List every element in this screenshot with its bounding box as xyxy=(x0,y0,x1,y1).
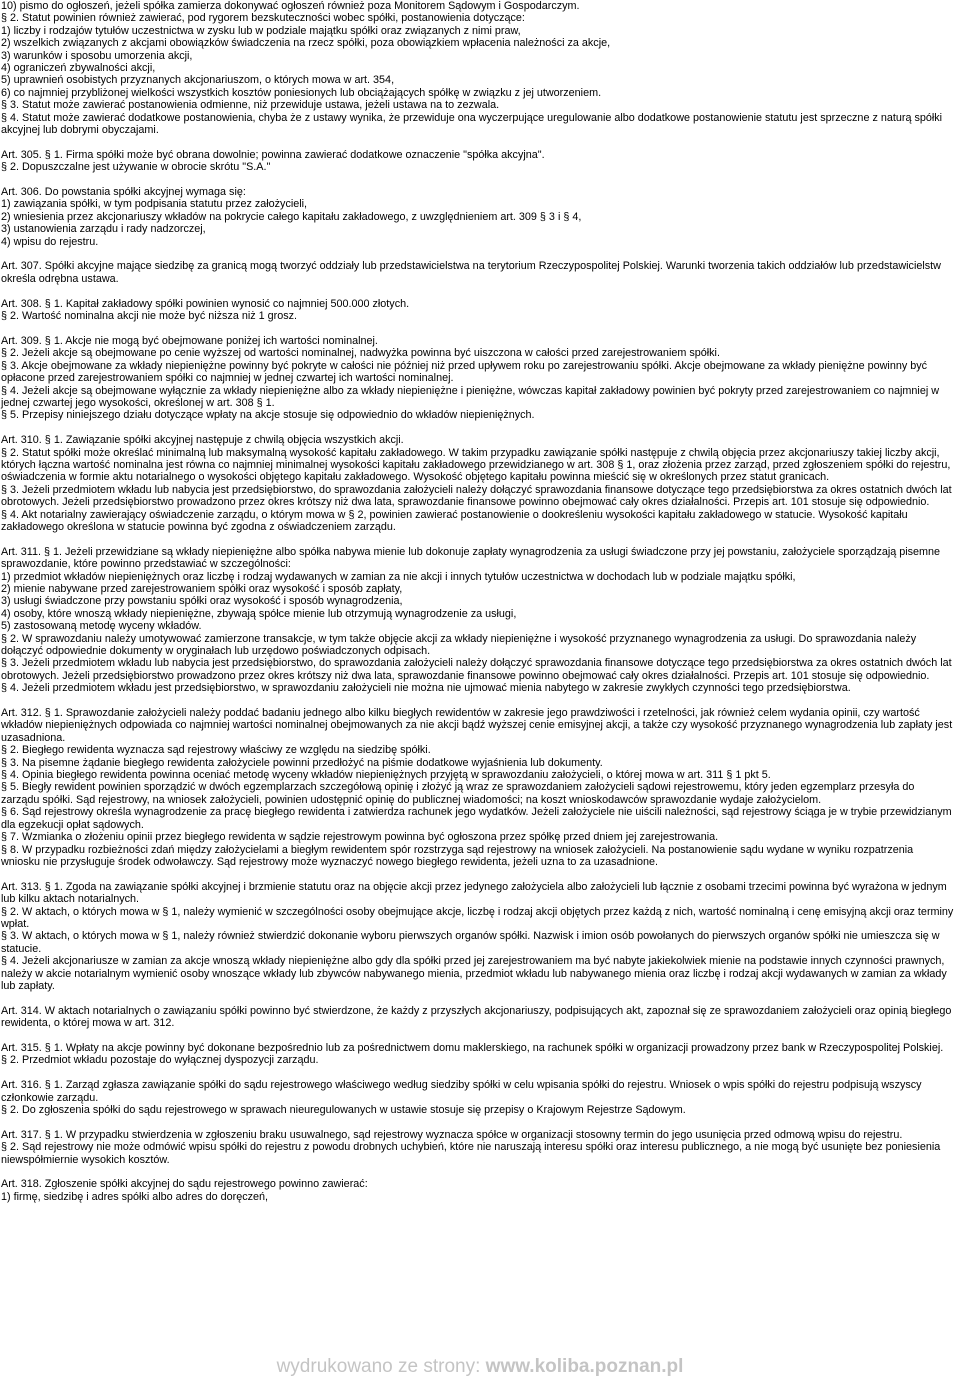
footer-site: www.koliba.poznan.pl xyxy=(485,1356,684,1377)
paragraph-gap xyxy=(1,1116,955,1128)
paragraph: § 3. Jeżeli przedmiotem wkładu lub nabycia jest przedsiębiorstwo, do sprawozdania założycieli należy dołączyć sprawozdania finansowe dotyczące tego przedsiębiorstwa za okres ostatnich dwóch lat obrotowych. Jeżeli przedsiębiorstwo prowadzono przez okres krótszy niż dwa lata, sprawozdanie finansowe powinno obejmować cały okres działalności. Przepis art. 101 stosuje się odpowiednio. xyxy=(1,657,952,682)
paragraph: 1) przedmiot wkładów niepieniężnych oraz liczbę i rodzaj wydawanych w zamian za nie akcji i innych tytułów uczestnictwa w dochodach lub w podziale majątku spółki, xyxy=(1,570,796,583)
paragraph-gap xyxy=(1,695,955,707)
paragraph-gap xyxy=(1,533,955,545)
paragraph: Art. 310. § 1. Zawiązanie spółki akcyjnej następuje z chwilą objęcia wszystkich akcji. xyxy=(1,434,404,447)
paragraph: § 2. Dopuszczalne jest używanie w obrocie skrótu "S.A." xyxy=(1,161,271,174)
paragraph: 1) zawiązania spółki, w tym podpisania statutu przez założycieli, xyxy=(1,198,308,211)
paragraph: § 4. Jeżeli przedmiotem wkładu jest przedsiębiorstwo, w sprawozdaniu założycieli nie można nie ujmować mienia nabytego w zakresie zwykłych czynności tego przedsiębiorstwa. xyxy=(1,682,851,695)
paragraph-gap xyxy=(1,1030,955,1042)
paragraph: § 2. Statut spółki może określać minimalną lub maksymalną wysokość kapitału zakładowego. W takim przypadku zawiązanie spółki następuje z chwilą objęcia przez akcjonariuszy takiej liczby akcji, których łączna wartość nominalna jest równa co najmniej minimalnej wysokości kapitału zakładowego przewidzianego w art. 308 § 1, oraz złożenia przez zarząd, przed zgłoszeniem spółki do rejestru, oświadczenia w formie aktu notarialnego o wysokości objętego kapitału zakładowego. Wysokość objętego kapitału powinna mieścić się w określonych przez statut granicach. xyxy=(1,446,951,484)
paragraph: 3) usługi świadczone przy powstaniu spółki oraz wysokość i sposób wynagrodzenia, xyxy=(1,595,403,608)
paragraph: Art. 308. § 1. Kapitał zakładowy spółki powinien wynosić co najmniej 500.000 złotych. xyxy=(1,297,410,310)
paragraph-gap xyxy=(1,868,955,880)
paragraph: § 5. Przepisy niniejszego działu dotyczące wpłaty na akcje stosuje się odpowiednio do wkładów niepieniężnych. xyxy=(1,409,535,422)
paragraph: Art. 309. § 1. Akcje nie mogą być obejmowane poniżej ich wartości nominalnej. xyxy=(1,334,378,347)
document-body xyxy=(1,0,955,1203)
paragraph: § 4. Akt notarialny zawierający oświadczenie zarządu, o którym mowa w § 2, powinien zawierać postanowienie o dookreśleniu wysokości kapitału zakładowego w statucie. Wysokość kapitału zakładowego określona w statucie powinna być zgodna z oświadczeniem zarządu. xyxy=(1,508,908,533)
paragraph: Art. 317. § 1. W przypadku stwierdzenia w zgłoszeniu braku usuwalnego, sąd rejestrowy wyznacza spółce w organizacji stosowny termin do jego usunięcia przed odmową wpisu do rejestru. xyxy=(1,1128,903,1141)
paragraph: § 2. Przedmiot wkładu pozostaje do wyłącznej dyspozycji zarządu. xyxy=(1,1054,319,1067)
paragraph: § 3. Jeżeli przedmiotem wkładu lub nabycia jest przedsiębiorstwo, do sprawozdania założycieli należy dołączyć sprawozdania finansowe dotyczące tego przedsiębiorstwa za okres ostatnich dwóch lat obrotowych. Jeżeli przedsiębiorstwo prowadzono przez okres krótszy niż dwa lata, sprawozdanie finansowe powinno obejmować cały okres działalności. Przepis art. 101 stosuje się odpowiednio. xyxy=(1,483,952,509)
paragraph: § 3. Na pisemne żądanie biegłego rewidenta założyciele powinni przedłożyć na piśmie dodatkowe wyjaśnienia lub dokumenty. xyxy=(1,756,603,769)
paragraph-gap xyxy=(1,422,955,434)
paragraph-gap xyxy=(1,323,955,335)
paragraph: Art. 311. § 1. Jeżeli przewidziane są wkłady niepieniężne albo spółka nabywa mienie lub dokonuje zapłaty wynagrodzenia za usługi świadczone przy jej powstaniu, założyciele sporządzają pisemne sprawozdanie, które powinno przedstawiać w szczególności: xyxy=(1,545,941,571)
paragraph-gap xyxy=(1,1166,955,1178)
paragraph: 5) zastosowaną metodę wyceny wkładów. xyxy=(1,620,202,633)
paragraph: 3) warunków i sposobu umorzenia akcji, xyxy=(1,49,193,62)
paragraph: 2) mienie nabywane przed zarejestrowaniem spółki oraz wysokość i sposób zapłaty, xyxy=(1,582,403,595)
paragraph: § 2. W sprawozdaniu należy umotywować zamierzone transakcje, w tym także objęcie akcji za wkłady niepieniężne i wysokość przyznanego wynagrodzenia za usługi. Do sprawozdania należy dołączyć odpowiednie dokumenty w oryginałach lub urzędowo poświadczonych odpisach. xyxy=(1,632,917,658)
paragraph: § 8. W przypadku rozbieżności zdań między założycielami a biegłym rewidentem spór rozstrzyga sąd rejestrowy na wniosek założycieli. Na postanowienie sądu wydane w wyniku rozpatrzenia wniosku nie przysługuje środek odwoławczy. Sąd rejestrowy może wyznaczyć nowego biegłego rewidenta, jeżeli uzna to za uzasadnione. xyxy=(1,843,914,868)
paragraph: § 4. Jeżeli akcjonariusze w zamian za akcje wnoszą wkłady niepieniężne albo gdy dla spółki przed jej zarejestrowaniem ma być nabyte jakiekolwiek mienie na podstawie innych czynności prawnych, należy w akcie notarialnym wymienić osoby wnoszące wkłady lub zbywców nabywanego mienia, przedmiot wkładu lub nabywanego mienia oraz liczbę i rodzaj akcji wydawanych w zamian za wkłady lub zapłaty. xyxy=(1,955,947,992)
paragraph: 2) wniesienia przez akcjonariuszy wkładów na pokrycie całego kapitału zakładowego, z uwzględnieniem art. 309 § 3 i § 4, xyxy=(1,210,582,223)
paragraph: 5) uprawnień osobistych przyznanych akcjonariuszom, o których mowa w art. 354, xyxy=(1,74,395,87)
paragraph: 4) wpisu do rejestru. xyxy=(1,235,99,248)
paragraph: Art. 315. § 1. Wpłaty na akcje powinny być dokonane bezpośrednio lub za pośrednictwem domu maklerskiego, na rachunek spółki w organizacji prowadzony przez bank w Rzeczypospolitej Polskiej. xyxy=(1,1041,944,1054)
paragraph-gap xyxy=(1,248,955,260)
paragraph: Art. 312. § 1. Sprawozdanie założycieli należy poddać badaniu jednego albo kilku biegłych rewidentów w zakresie jego prawdziwości i rzetelności, jak również celem wydania opinii, czy wartość wkładów niepieniężnych odpowiada co najmniej wartości nominalnej obejmowanych za nie akcji bądź wyższej cenie emisyjnej akcji, a także czy wysokość przyznanego wynagrodzenia lub zapłaty jest uzasadniona. xyxy=(1,707,953,744)
paragraph: 1) liczby i rodzajów tytułów uczestnictwa w zysku lub w podziale majątku spółki oraz związanych z nimi praw, xyxy=(1,24,521,37)
paragraph: § 2. Statut powinien również zawierać, pod rygorem bezskuteczności wobec spółki, postanowienia dotyczące: xyxy=(1,12,525,25)
paragraph: § 2. Do zgłoszenia spółki do sądu rejestrowego w sprawach nieuregulowanych w ustawie stosuje się przepisy o Krajowym Rejestrze Sądowym. xyxy=(1,1103,686,1116)
paragraph: 6) co najmniej przybliżonej wielkości wszystkich kosztów poniesionych lub obciążających spółkę w związku z jej utworzeniem. xyxy=(1,86,602,99)
paragraph: § 2. Jeżeli akcje są obejmowane po cenie wyższej od wartości nominalnej, nadwyżka powinna być uiszczona w całości przed zarejestrowaniem spółki. xyxy=(1,347,720,360)
paragraph: § 4. Opinia biegłego rewidenta powinna oceniać metodę wyceny wkładów niepieniężnych przyjętą w sprawozdaniu założycieli, o której mowa w art. 311 § 1 pkt 5. xyxy=(1,769,771,782)
paragraph: 4) osoby, które wnoszą wkłady niepieniężne, zbywają spółce mienie lub otrzymują wynagrodzenie za usługi, xyxy=(1,607,517,620)
paragraph: § 2. W aktach, o których mowa w § 1, należy wymienić w szczególności osoby obejmujące akcje, liczbę i rodzaj akcji objętych przez każdą z nich, wartość nominalną i cenę emisyjną akcji oraz terminy wpłat. xyxy=(1,905,954,930)
paragraph: Art. 307. Spółki akcyjne mające siedzibę za granicą mogą tworzyć oddziały lub przedstawicielstwa na terytorium Rzeczypospolitej Polskiej. Warunki tworzenia takich oddziałów lub przedstawicielstw określa odrębna ustawa. xyxy=(1,260,941,285)
paragraph-gap xyxy=(1,174,955,186)
paragraph: Art. 314. W aktach notarialnych o zawiązaniu spółki powinno być stwierdzone, że każdy z przyszłych akcjonariuszy, podpisujących akt, zapoznał się ze sprawozdaniem założycieli oraz opinią biegłego rewidenta, o której mowa w art. 312. xyxy=(1,1004,952,1030)
paragraph-gap xyxy=(1,992,955,1004)
paragraph: § 3. W aktach, o których mowa w § 1, należy również stwierdzić dokonanie wyboru pierwszych organów spółki. Nazwisk i imion osób powołanych do pierwszych organów spółki nie umieszcza się w statucie. xyxy=(1,930,940,955)
paragraph: Art. 316. § 1. Zarząd zgłasza zawiązanie spółki do sądu rejestrowego właściwego według siedziby spółki w celu wpisania spółki do rejestru. Wniosek o wpis spółki do rejestru podpisują wszyscy członkowie zarządu. xyxy=(1,1079,922,1104)
paragraph-gap xyxy=(1,1067,955,1079)
paragraph: § 2. Sąd rejestrowy nie może odmówić wpisu spółki do rejestru z powodu drobnych uchybień, które nie naruszają interesu spółki oraz interesu publicznego, a nie mogą być usunięte bez poniesienia niewspółmiernie wysokich kosztów. xyxy=(1,1141,941,1166)
paragraph: § 6. Sąd rejestrowy określa wynagrodzenie za pracę biegłego rewidenta i zatwierdza rachunek jego wydatków. Jeżeli założyciele nie uiścili należności, sąd rejestrowy ściąga je w trybie przewidzianym dla egzekucji opłat sądowych. xyxy=(1,806,952,831)
paragraph: § 5. Biegły rewident powinien sporządzić w dwóch egzemplarzach szczegółową opinię i złożyć ją wraz ze sprawozdaniem założycieli sądowi rejestrowemu, który jeden egzemplarz przesyła do zarządu spółki. Sąd rejestrowy, na wniosek założycieli, powinien udostępnić opinię do publicznej wiadomości; na koszt wnioskodawców sprawozdanie wydaje założycielom. xyxy=(1,781,915,806)
paragraph: 2) wszelkich związanych z akcjami obowiązków świadczenia na rzecz spółki, poza obowiązkiem wpłacenia należności za akcje, xyxy=(1,37,611,50)
paragraph: § 4. Jeżeli akcje są obejmowane wyłącznie za wkłady niepieniężne albo za wkłady niepieniężne i pieniężne, wówczas kapitał zakładowy powinien być pokryty przed zarejestrowaniem co najmniej w jednej czwartej jego wysokości, określonej w art. 308 § 1. xyxy=(1,384,940,409)
paragraph-gap xyxy=(1,136,955,148)
paragraph: Art. 306. Do powstania spółki akcyjnej wymaga się: xyxy=(1,186,246,199)
paragraph: Art. 318. Zgłoszenie spółki akcyjnej do sądu rejestrowego powinno zawierać: xyxy=(1,1178,368,1191)
paragraph: 1) firmę, siedzibę i adres spółki albo adres do doręczeń, xyxy=(1,1190,269,1203)
paragraph: § 4. Statut może zawierać dodatkowe postanowienia, chyba że z ustawy wynika, że przewiduje ona wyczerpujące uregulowanie albo dodatkowe postanowienie statutu jest sprzeczne z naturą spółki akcyjnej lub dobrymi obyczajami. xyxy=(1,111,943,137)
paragraph: Art. 313. § 1. Zgoda na zawiązanie spółki akcyjnej i brzmienie statutu oraz na objęcie akcji przez jedynego założyciela albo założycieli lub łącznie z osobami trzecimi powinna być wyrażona w jednym lub kilku aktach notarialnych. xyxy=(1,880,947,906)
print-footer xyxy=(0,1356,960,1378)
paragraph: 4) ograniczeń zbywalności akcji, xyxy=(1,62,156,75)
footer-prefix: wydrukowano ze strony: xyxy=(276,1356,486,1377)
paragraph: 3) ustanowienia zarządu i rady nadzorczej, xyxy=(1,223,206,236)
paragraph: § 7. Wzmianka o złożeniu opinii przez biegłego rewidenta w sądzie rejestrowym powinna być ogłoszona przez spółkę przed dniem jej zarejestrowania. xyxy=(1,831,719,844)
paragraph: 10) pismo do ogłoszeń, jeżeli spółka zamierza dokonywać ogłoszeń również poza Monitorem Sądowym i Gospodarczym. xyxy=(1,0,580,12)
paragraph: § 3. Akcje obejmowane za wkłady niepieniężne powinny być pokryte w całości nie później niż przed upływem roku po zarejestrowaniu spółki. Akcje obejmowane za wkłady pieniężne powinny być opłacone przed zarejestrowaniem spółki co najmniej w jednej czwartej ich wartości nominalnej. xyxy=(1,359,928,385)
paragraph: § 3. Statut może zawierać postanowienia odmienne, niż przewiduje ustawa, jeżeli ustawa na to zezwala. xyxy=(1,99,500,112)
paragraph: Art. 305. § 1. Firma spółki może być obrana dowolnie; powinna zawierać dodatkowe oznaczenie "spółka akcyjna". xyxy=(1,148,545,161)
paragraph-gap xyxy=(1,285,955,297)
paragraph: § 2. Biegłego rewidenta wyznacza sąd rejestrowy właściwy ze względu na siedzibę spółki. xyxy=(1,744,431,757)
paragraph: § 2. Wartość nominalna akcji nie może być niższa niż 1 grosz. xyxy=(1,310,298,323)
